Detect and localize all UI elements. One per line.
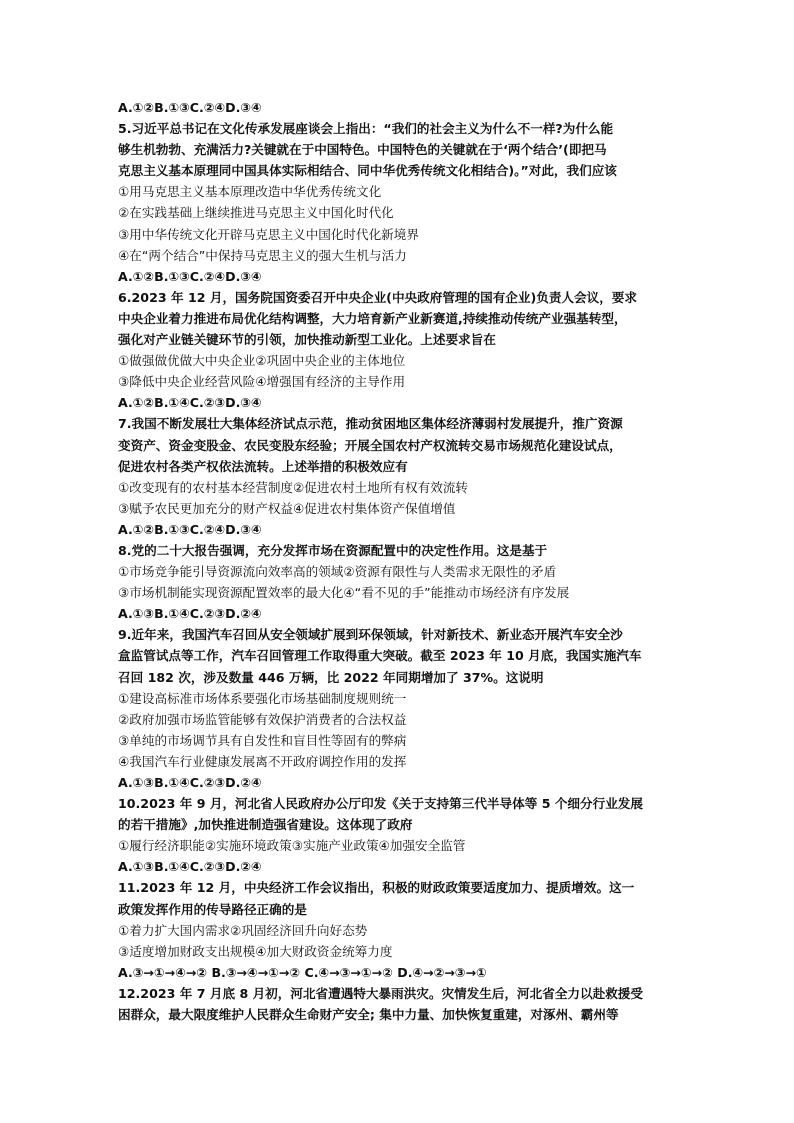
question-stem-line: 盒监管试点等工作，汽车召回管理工作取得重大突破。截至 2023 年 10 月底，我国实施汽车 [118, 648, 642, 664]
answer-choices-line: A.③→①→④→② B.③→④→①→② C.④→③→①→② D.④→②→③→① [118, 964, 487, 980]
question-stem-line: 12.2023 年 7 月底 8 月初，河北省遭遇特大暴雨洪灾。灾情发生后，河北省全力以赴救援受 [118, 985, 643, 1001]
option-statement-line: ②政府加强市场监管能够有效保护消费者的合法权益 [118, 711, 407, 727]
option-statement-line: ①改变现有的农村基本经营制度②促进农村土地所有权有效流转 [118, 479, 469, 495]
option-statement-line: ③降低中央企业经营风险④增强国有经济的主导作用 [118, 374, 406, 390]
question-text-block [118, 97, 678, 1025]
question-stem-line: 促进农村各类产权依法流转。上述举措的积极效应有 [118, 458, 408, 474]
option-statement-line: ①市场竞争能引导资源流向效率高的领域②资源有限性与人类需求无限性的矛盾 [118, 564, 557, 580]
question-stem-line: 召回 182 次，涉及数量 446 万辆，比 2022 年同期增加了 37%。这说明 [118, 669, 544, 685]
question-stem-line: 困群众，最大限度维护人民群众生命财产安全; 集中力量、加快恢复重建，对涿州、霸州等 [118, 1007, 619, 1023]
question-stem-line: 的若干措施》,加快推进制造强省建设。这体现了政府 [118, 817, 413, 833]
option-statement-line: ①建设高标准市场体系要强化市场基础制度规则统一 [118, 690, 407, 706]
option-statement-line: ④在“两个结合”中保持马克思主义的强大生机与活力 [118, 247, 407, 263]
option-statement-line: ①用马克思主义基本原理改造中华优秀传统文化 [118, 184, 382, 200]
option-statement-line: ③市场机制能实现资源配置效率的最大化④“看不见的手”能推动市场经济有序发展 [118, 585, 570, 601]
option-statement-line: ③单纯的市场调节具有自发性和盲目性等固有的弊病 [118, 732, 407, 748]
question-stem-line: 9.近年来，我国汽车召回从安全领域扩展到环保领域，针对新技术、新业态开展汽车安全沙 [118, 627, 623, 643]
option-statement-line: ①着力扩大国内需求②巩固经济回升向好态势 [118, 922, 368, 938]
question-stem-line: 10.2023 年 9 月，河北省人民政府办公厅印发《关于支持第三代半导体等 5 个细分行业发展 [118, 796, 643, 812]
answer-choices-line: A.①②B.①④C.②③D.③④ [118, 395, 262, 411]
option-statement-line: ③用中华传统文化开辟马克思主义中国化时代化新境界 [118, 226, 419, 242]
question-stem-line: 7.我国不断发展壮大集体经济试点示范，推动贫困地区集体经济薄弱村发展提升，推广资源 [118, 416, 623, 432]
answer-choices-line: A.①②B.①③C.②④D.③④ [118, 268, 262, 284]
answer-choices-line: A.①③B.①④C.②③D.②④ [118, 775, 262, 790]
question-stem-line: 克思主义基本原理同中国具体实际相结合、同中华优秀传统文化相结合)。”对此，我们应该 [118, 163, 617, 179]
question-stem-line: 强化对产业链关键环节的引领，加快推动新型工业化。上述要求旨在 [118, 332, 496, 348]
question-stem-line: 够生机勃勃、充满活力?关键就在于中国特色。中国特色的关键就在于‘两个结合’(即把马 [118, 142, 607, 158]
option-statement-line: ④我国汽车行业健康发展离不开政府调控作用的发挥 [118, 753, 407, 769]
question-stem-line: 6.2023 年 12 月，国务院国资委召开中央企业(中央政府管理的国有企业)负责人会议，要求 [118, 289, 637, 305]
option-statement-line: ①履行经济职能②实施环境政策③实施产业政策④加强安全监管 [118, 838, 466, 854]
question-stem-line: 11.2023 年 12 月，中央经济工作会议指出，积极的财政政策要适度加力、提质增效。这一 [118, 880, 635, 896]
question-stem-line: 5.习近平总书记在文化传承发展座谈会上指出：“我们的社会主义为什么不一样?为什么能 [118, 121, 614, 137]
answer-choices-line: A.①②B.①③C.②④D.③④ [118, 521, 262, 537]
answer-choices-line: A.①③B.①④C.②③D.②④ [118, 859, 262, 875]
question-stem-line: 政策发挥作用的传导路径正确的是 [118, 901, 307, 917]
option-statement-line: ③适度增加财政支出规模④加大财政资金统筹力度 [118, 943, 393, 959]
option-statement-line: ③赋予农民更加充分的财产权益④促进农村集体资产保值增值 [118, 500, 456, 516]
question-stem-line: 中央企业着力推进布局优化结构调整，大力培育新产业新赛道,持续推动传统产业强基转型， [118, 310, 627, 326]
question-stem-line: 8.党的二十大报告强调，充分发挥市场在资源配置中的决定性作用。这是基于 [118, 542, 548, 558]
option-statement-line: ①做强做优做大中央企业②巩固中央企业的主体地位 [118, 353, 406, 369]
option-statement-line: ②在实践基础上继续推进马克思主义中国化时代化 [118, 205, 394, 221]
question-stem-line: 变资产、资金变股金、农民变股东经验；开展全国农村产权流转交易市场规范化建设试点， [118, 437, 622, 453]
answer-choices-line: A.①③B.①④C.②③D.②④ [118, 606, 262, 622]
answer-choices-line: A.①②B.①③C.②④D.③④ [118, 100, 262, 115]
